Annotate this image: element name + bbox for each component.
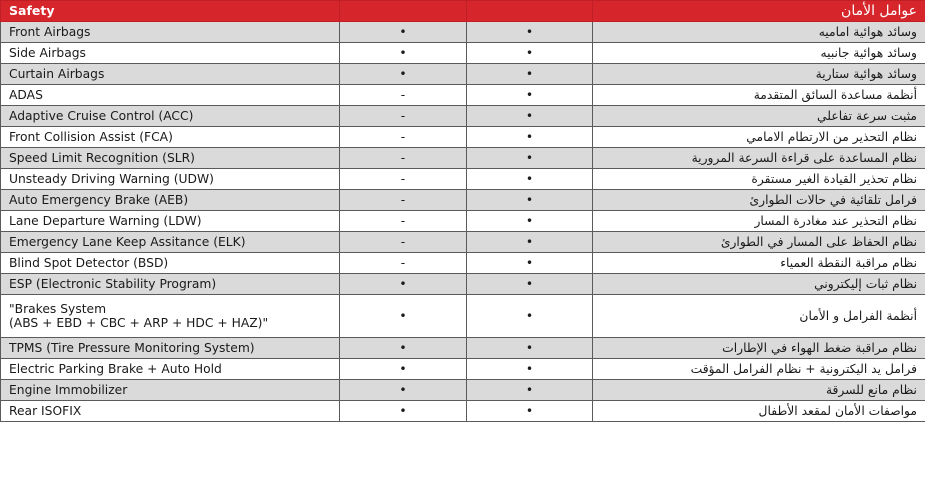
trim-b-availability: • — [467, 211, 593, 232]
trim-a-availability: • — [340, 380, 467, 401]
trim-b-availability: • — [467, 338, 593, 359]
table-row — [1, 106, 925, 127]
trim-b-availability: • — [467, 106, 593, 127]
header-title-ar: عوامل الأمان — [593, 1, 925, 22]
feature-name-en: Engine Immobilizer — [1, 380, 340, 401]
table-row — [1, 127, 925, 148]
table-header-row — [1, 1, 925, 22]
trim-b-availability: • — [467, 295, 593, 338]
feature-name-en: ADAS — [1, 85, 340, 106]
table-row — [1, 338, 925, 359]
feature-name-ar: وسائد هوائية اماميه — [593, 22, 925, 43]
table-row — [1, 190, 925, 211]
trim-a-availability: - — [340, 190, 467, 211]
trim-a-availability: - — [340, 127, 467, 148]
trim-b-availability: • — [467, 380, 593, 401]
feature-name-ar: نظام التحذير عند مغادرة المسار — [593, 211, 925, 232]
trim-a-availability: • — [340, 338, 467, 359]
feature-name-en: Curtain Airbags — [1, 64, 340, 85]
table-row — [1, 380, 925, 401]
trim-b-availability: • — [467, 401, 593, 422]
feature-name-ar: وسائد هوائية جانبيه — [593, 43, 925, 64]
feature-name-en: Front Airbags — [1, 22, 340, 43]
feature-name-ar: فرامل يد اليكترونية + نظام الفرامل المؤقت — [593, 359, 925, 380]
trim-a-availability: - — [340, 232, 467, 253]
feature-name-ar: أنظمة الفرامل و الأمان — [593, 295, 925, 338]
trim-a-availability: - — [340, 253, 467, 274]
table-row — [1, 169, 925, 190]
trim-b-availability: • — [467, 148, 593, 169]
trim-a-availability: - — [340, 106, 467, 127]
trim-b-availability: • — [467, 359, 593, 380]
trim-a-availability: • — [340, 22, 467, 43]
feature-name-ar: مثبت سرعة تفاعلي — [593, 106, 925, 127]
trim-b-availability: • — [467, 22, 593, 43]
feature-name-ar: نظام الحفاظ على المسار في الطوارئ — [593, 232, 925, 253]
table-row — [1, 211, 925, 232]
table-row — [1, 232, 925, 253]
trim-b-availability: • — [467, 232, 593, 253]
feature-name-ar: نظام تحذير القيادة الغير مستقرة — [593, 169, 925, 190]
feature-name-ar: نظام التحذير من الارتطام الامامي — [593, 127, 925, 148]
table-row — [1, 43, 925, 64]
trim-b-availability: • — [467, 169, 593, 190]
trim-a-availability: • — [340, 43, 467, 64]
trim-a-availability: - — [340, 211, 467, 232]
feature-name-en: Speed Limit Recognition (SLR) — [1, 148, 340, 169]
feature-name-en: ESP (Electronic Stability Program) — [1, 274, 340, 295]
header-title-en: Safety — [1, 1, 340, 22]
trim-a-availability: • — [340, 295, 467, 338]
feature-name-en: Electric Parking Brake + Auto Hold — [1, 359, 340, 380]
feature-name-en: Emergency Lane Keep Assitance (ELK) — [1, 232, 340, 253]
trim-a-availability: • — [340, 359, 467, 380]
table-row — [1, 253, 925, 274]
feature-name-en: Adaptive Cruise Control (ACC) — [1, 106, 340, 127]
feature-name-en: Blind Spot Detector (BSD) — [1, 253, 340, 274]
feature-name-ar: نظام المساعدة على قراءة السرعة المرورية — [593, 148, 925, 169]
trim-b-availability: • — [467, 190, 593, 211]
trim-a-availability: - — [340, 85, 467, 106]
trim-b-availability: • — [467, 43, 593, 64]
table-row — [1, 22, 925, 43]
feature-name-en — [1, 295, 340, 338]
feature-name-en: Front Collision Assist (FCA) — [1, 127, 340, 148]
feature-name-ar: وسائد هوائية ستارية — [593, 64, 925, 85]
trim-b-availability: • — [467, 64, 593, 85]
table-row — [1, 64, 925, 85]
feature-name-en-line2: (ABS + EBD + CBC + ARP + HDC + HAZ)" — [9, 316, 269, 330]
trim-b-availability: • — [467, 274, 593, 295]
table-row — [1, 148, 925, 169]
header-cell-blank — [340, 1, 467, 22]
feature-name-en: Unsteady Driving Warning (UDW) — [1, 169, 340, 190]
table-row — [1, 359, 925, 380]
table-row — [1, 295, 925, 338]
feature-name-en: TPMS (Tire Pressure Monitoring System) — [1, 338, 340, 359]
feature-name-en-line1: "Brakes System — [9, 302, 107, 316]
trim-a-availability: • — [340, 64, 467, 85]
trim-b-availability: • — [467, 85, 593, 106]
trim-a-availability: - — [340, 169, 467, 190]
feature-name-en: Auto Emergency Brake (AEB) — [1, 190, 340, 211]
feature-name-ar: أنظمة مساعدة السائق المتقدمة — [593, 85, 925, 106]
feature-name-ar: نظام مراقبة ضغط الهواء في الإطارات — [593, 338, 925, 359]
trim-a-availability: • — [340, 401, 467, 422]
table-row — [1, 401, 925, 422]
feature-name-ar: نظام ثبات إليكتروني — [593, 274, 925, 295]
feature-name-ar: نظام مانع للسرقة — [593, 380, 925, 401]
trim-a-availability: • — [340, 274, 467, 295]
feature-name-ar: مواصفات الأمان لمقعد الأطفال — [593, 401, 925, 422]
header-cell-blank — [467, 1, 593, 22]
feature-name-en: Side Airbags — [1, 43, 340, 64]
trim-b-availability: • — [467, 253, 593, 274]
table-row — [1, 85, 925, 106]
trim-b-availability: • — [467, 127, 593, 148]
feature-name-en: Rear ISOFIX — [1, 401, 340, 422]
feature-name-ar: فرامل تلقائية في حالات الطوارئ — [593, 190, 925, 211]
feature-name-en: Lane Departure Warning (LDW) — [1, 211, 340, 232]
feature-name-ar: نظام مراقبة النقطة العمياء — [593, 253, 925, 274]
table-row — [1, 274, 925, 295]
trim-a-availability: - — [340, 148, 467, 169]
